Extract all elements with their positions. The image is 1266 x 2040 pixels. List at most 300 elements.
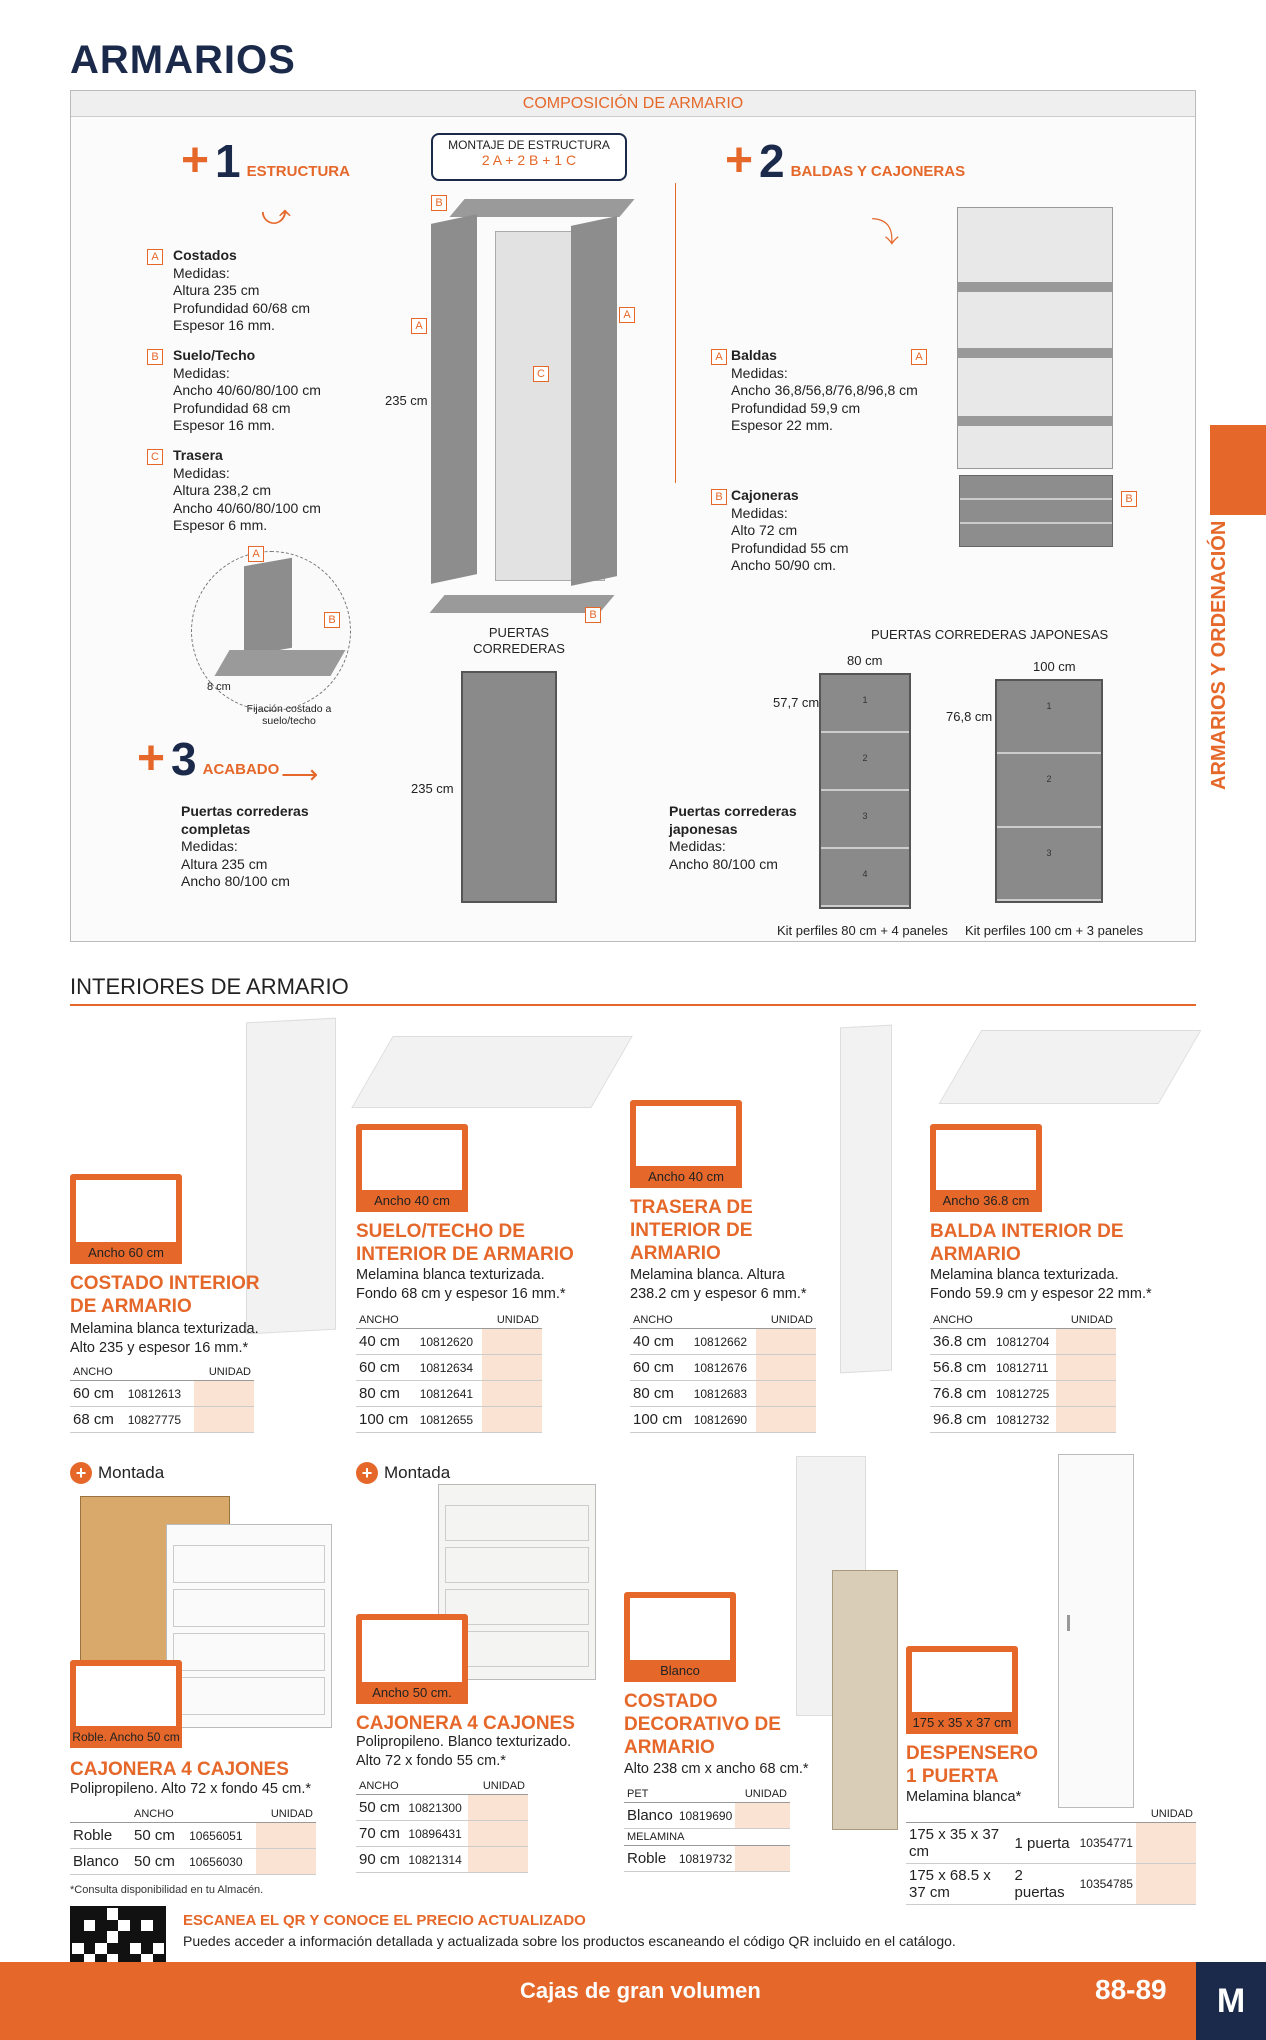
title-line: DESPENSERO [906,1743,1038,1764]
qr-title: ESCANEA EL QR Y CONOCE EL PRECIO ACTUALIZADO [183,1912,586,1929]
ref-cell: 10896431 [405,1821,468,1847]
tag-b: B [585,607,601,623]
unit-price-cell [735,1803,790,1829]
ref-cell: 10812641 [417,1381,482,1407]
product-title [624,1690,781,1759]
divider [675,183,676,483]
title-line: CAJONERA 4 CAJONES [70,1759,289,1780]
size-cell: 60 cm [70,1381,125,1407]
col-header: UNIDAD [482,1312,542,1329]
price-caption: Ancho 36.8 cm [930,1190,1042,1212]
product-image-suelo [351,1036,633,1108]
jap2-width: 100 cm [1033,659,1076,674]
ref-cell: 10821314 [405,1847,468,1873]
title-line: INTERIOR DE [630,1220,753,1241]
title-line: DE ARMARIO [70,1296,192,1317]
plus-icon: + [181,134,210,187]
tag-b: B [1121,491,1137,507]
table-row [356,1821,528,1847]
fix-label: Fijación costado a suelo/techo [246,703,332,727]
col-header: UNIDAD [735,1786,790,1803]
right-panel-shape [571,216,617,586]
unit-price-cell [482,1381,542,1407]
panel-number: 3 [997,828,1101,901]
product-title [630,1196,753,1265]
product-image-costado-roble [832,1570,898,1830]
unit-price-cell [194,1381,254,1407]
tag-b: B [147,349,163,365]
product-title [930,1220,1124,1266]
montaje-title: MONTAJE DE ESTRUCTURA [448,138,610,152]
page-number: 88-89 [1095,1974,1167,2005]
spec-line: Altura 235 cm [181,855,268,872]
product-image-balda [939,1030,1202,1104]
ref-cell: 10812725 [993,1381,1056,1407]
spec-completas [181,803,331,891]
product-table [624,1786,790,1872]
arrow-icon: ⟶ [281,759,319,789]
step-label: ESTRUCTURA [246,163,350,180]
size-cell: 90 cm [356,1847,405,1873]
tag-a: A [619,307,635,323]
product-image-trasera [840,1025,892,1374]
desc-line: 238.2 cm y espesor 6 mm.* [630,1286,807,1302]
montaje-box [431,133,627,181]
unit-price-cell [1056,1329,1116,1355]
spec-title: Puertas correderas completas [181,803,309,837]
ref-cell: 10656051 [186,1823,256,1849]
step-number: 2 [759,135,785,187]
table-row [356,1795,528,1821]
spec-title: Trasera [173,447,223,463]
spec-title: Puertas correderas japonesas [669,803,797,837]
tag-a: A [248,546,264,562]
unit-price-cell [194,1407,254,1433]
title-line: TRASERA DE [630,1197,753,1218]
size-cell: 175 x 35 x 37 cm [906,1823,1012,1864]
montada-label: Montada [384,1463,451,1482]
price-frame [356,1614,468,1690]
sidebar-tab [1210,425,1266,515]
spec-line: Medidas: [181,838,238,854]
spec-cajoneras [711,487,911,575]
product-title [70,1272,260,1318]
spec-line: Medidas: [173,364,230,381]
col-header: ANCHO [930,1312,993,1329]
jap1-height: 57,7 cm [773,695,820,710]
product-table [930,1312,1116,1433]
ref-cell: 10812613 [125,1381,194,1407]
size-cell: 80 cm [630,1381,691,1407]
product-title [906,1742,1038,1788]
step-label: BALDAS Y CAJONERAS [790,163,966,180]
size-cell: 50 cm [131,1849,186,1875]
col-header: ANCHO [131,1806,186,1823]
unit-price-cell [468,1795,528,1821]
tag-a: A [411,318,427,334]
price-frame [630,1100,742,1176]
price-frame [70,1660,182,1736]
col-header: ANCHO [70,1364,125,1381]
title-line: ARMARIO [630,1243,721,1264]
product-desc [70,1780,311,1799]
step-number: 3 [171,733,197,785]
col-header: MELAMINA [624,1829,790,1846]
arrow-icon: ⤵ [871,217,900,248]
unit-price-cell [482,1329,542,1355]
product-image-despensero [1058,1454,1134,1808]
unit-price-cell [1136,1823,1196,1864]
title-line: ARMARIO [930,1244,1021,1265]
col-header: PET [624,1786,676,1803]
desc-line: Fondo 68 cm y espesor 16 mm.* [356,1286,566,1302]
tag-c: C [533,366,549,382]
panel-number: 2 [821,733,909,791]
size-cell: 56.8 cm [930,1355,993,1381]
col-header: ANCHO [356,1778,405,1795]
ref-cell: 10812732 [993,1407,1056,1433]
footer-section: Cajas de gran volumen [520,1978,761,2003]
desc-line: Melamina blanca texturizada. [930,1267,1119,1283]
unit-price-cell [1056,1381,1116,1407]
spec-title: Suelo/Techo [173,347,256,363]
price-frame [930,1124,1042,1200]
color-cell: Blanco [70,1849,131,1875]
product-desc [906,1788,1021,1807]
size-cell: 50 cm [131,1823,186,1849]
shelf-shape [958,282,1112,292]
title-line: SUELO/TECHO DE [356,1221,525,1242]
unit-price-cell [756,1329,816,1355]
table-row [906,1823,1196,1864]
plus-icon: + [70,1462,92,1484]
price-caption: 175 x 35 x 37 cm [906,1712,1018,1734]
table-row [356,1381,542,1407]
desc-line: Polipropileno. Alto 72 x fondo 45 cm.* [70,1781,312,1797]
japanese-door-80 [819,673,911,909]
desc-line: Melamina blanca. Altura [630,1267,785,1283]
sliding-door-shape [461,671,557,903]
col-header: UNIDAD [1136,1806,1196,1823]
desc-line: Alto 238 cm x ancho 68 cm.* [624,1761,809,1777]
montada-badge [70,1462,164,1484]
panel-number: 4 [821,849,909,907]
section-rule [70,1004,1196,1006]
spec-line: Ancho 36,8/56,8/76,8/96,8 cm [731,382,918,398]
title-line: CAJONERA 4 CAJONES [356,1713,575,1734]
desc-line: Fondo 59.9 cm y espesor 22 mm.* [930,1286,1152,1302]
product-table [70,1806,316,1875]
spec-line: Profundidad 59,9 cm [731,399,861,416]
spec-line: Ancho 80/100 cm [181,873,290,889]
tag-b: B [324,612,340,628]
unit-price-cell [756,1381,816,1407]
section-title: INTERIORES DE ARMARIO [70,974,349,999]
plus-icon: + [137,732,166,785]
composition-panel [70,90,1196,942]
jap1-width: 80 cm [847,653,883,668]
unit-price-cell [1056,1355,1116,1381]
ref-cell: 10812634 [417,1355,482,1381]
size-cell: 96.8 cm [930,1407,993,1433]
ref-cell: 10812662 [691,1329,756,1355]
product-table [356,1312,542,1433]
spec-line: Espesor 16 mm. [173,317,275,333]
title-line: ARMARIO [624,1737,715,1758]
product-title [70,1758,289,1781]
spec-suelo [147,347,367,435]
table-row [930,1329,1116,1355]
col-header: ANCHO [630,1312,691,1329]
ref-cell: 10819690 [676,1803,735,1829]
tag-b: B [431,195,447,211]
spec-line: Ancho 80/100 cm [669,855,778,872]
qr-text: Puedes acceder a información detallada y actualizada sobre los productos escaneando el código QR incluido en el catálogo. [183,1933,956,1949]
size-cell: 36.8 cm [930,1329,993,1355]
spec-line: Profundidad 60/68 cm [173,299,310,316]
desc-line: Melamina blanca* [906,1789,1022,1805]
jap2-kit: Kit perfiles 100 cm + 3 paneles [965,923,1144,938]
table-row [70,1381,254,1407]
step-number: 1 [215,135,241,187]
tag-a: A [147,249,163,265]
panel-number: 3 [821,791,909,849]
floor-panel-shape [214,650,345,676]
col-header: UNIDAD [468,1778,528,1795]
title-line: 1 PUERTA [906,1766,999,1787]
product-desc [930,1266,1152,1304]
desc-line: Melamina blanca texturizada. [70,1321,259,1337]
spec-trasera [147,447,367,535]
price-frame [356,1124,468,1200]
spec-line: Medidas: [731,364,788,381]
size-cell: 80 cm [356,1381,417,1407]
table-row [630,1329,816,1355]
product-table [630,1312,816,1433]
product-table [906,1806,1196,1905]
ref-cell: 10354785 [1077,1864,1136,1905]
arrow-icon: ⤻ [261,199,291,230]
puertas-label: PUERTAS CORREDERAS [473,625,565,656]
size-cell: 100 cm [630,1407,691,1433]
price-caption: Roble. Ancho 50 cm [70,1726,182,1748]
size-cell: 60 cm [630,1355,691,1381]
japanese-door-100 [995,679,1103,903]
desc-line: Polipropileno. Blanco texturizado. [356,1734,572,1750]
table-row [930,1407,1116,1433]
table-row [356,1329,542,1355]
fix-dim: 8 cm [207,681,231,693]
ref-cell: 10812683 [691,1381,756,1407]
left-panel-shape [431,214,477,584]
wardrobe-shelves-drawing [957,207,1113,469]
step-2 [725,134,966,187]
ref-cell: 10821300 [405,1795,468,1821]
product-table [356,1778,528,1873]
jap2-height: 76,8 cm [946,709,993,724]
ref-cell: 10812690 [691,1407,756,1433]
shelf-shape [958,416,1112,426]
title-line: DECORATIVO DE [624,1714,781,1735]
tag-b: B [711,489,727,505]
side-panel-shape [244,558,292,656]
color-cell: Blanco [624,1803,676,1829]
table-row [630,1381,816,1407]
price-caption: Blanco [624,1660,736,1682]
ref-cell: 10812655 [417,1407,482,1433]
price-frame [906,1646,1018,1722]
size-cell: 68 cm [70,1407,125,1433]
ref-cell: 10827775 [125,1407,194,1433]
ref-cell: 10354771 [1077,1823,1136,1864]
shelf-shape [958,348,1112,358]
door-height-label: 235 cm [411,781,454,796]
spec-title: Baldas [731,347,777,363]
jap1-kit: Kit perfiles 80 cm + 4 paneles [777,923,948,938]
panel-number: 1 [997,681,1101,754]
size-cell: 76.8 cm [930,1381,993,1407]
spec-costados [147,247,347,335]
unit-price-cell [1136,1864,1196,1905]
plus-icon: + [725,134,754,187]
title-line: COSTADO INTERIOR [70,1273,260,1294]
tag-a: A [711,349,727,365]
spec-line: Ancho 40/60/80/100 cm [173,499,321,516]
table-row [624,1803,790,1829]
unit-price-cell [482,1355,542,1381]
table-row [356,1407,542,1433]
ref-cell: 10656030 [186,1849,256,1875]
size-cell: 40 cm [356,1329,417,1355]
panel-number: 2 [997,754,1101,827]
ref-cell: 10819732 [676,1846,735,1872]
size-cell: 50 cm [356,1795,405,1821]
product-image-cajonera-blanca [166,1524,332,1728]
product-desc [70,1320,259,1358]
col-header: UNIDAD [194,1364,254,1381]
top-panel-shape [449,199,634,217]
spec-title: Cajoneras [731,487,799,503]
title-line: BALDA INTERIOR DE [930,1221,1124,1242]
unit-price-cell [256,1849,316,1875]
availability-note: *Consulta disponibilidad en tu Almacén. [70,1884,264,1896]
product-desc [356,1266,566,1304]
color-cell: Roble [624,1846,676,1872]
montada-badge [356,1462,450,1484]
table-row [70,1407,254,1433]
table-row [70,1849,316,1875]
unit-price-cell [482,1407,542,1433]
montaje-formula: 2 A + 2 B + 1 C [481,152,577,168]
col-header: ANCHO [356,1312,417,1329]
size-cell: 175 x 68.5 x 37 cm [906,1864,1012,1905]
step-label: ACABADO [202,761,280,778]
product-title [356,1712,575,1735]
size-cell: 70 cm [356,1821,405,1847]
price-caption: Ancho 60 cm [70,1242,182,1264]
spec-line: Medidas: [173,264,230,281]
height-label: 235 cm [385,393,428,408]
tag-c: C [147,449,163,465]
doors-cell: 1 puerta [1012,1823,1077,1864]
montada-label: Montada [98,1463,165,1482]
table-row [630,1407,816,1433]
table-row [356,1847,528,1873]
ref-cell: 10812704 [993,1329,1056,1355]
table-row [930,1381,1116,1407]
size-cell: 60 cm [356,1355,417,1381]
table-row [70,1823,316,1849]
plus-icon: + [356,1462,378,1484]
desc-line: Alto 235 y espesor 16 mm.* [70,1340,249,1356]
spec-line: Alto 72 cm [731,522,798,538]
unit-price-cell [468,1821,528,1847]
spec-title: Costados [173,247,237,263]
step-3 [137,732,280,785]
title-line: COSTADO [624,1691,718,1712]
size-cell: 100 cm [356,1407,417,1433]
spec-line: Espesor 16 mm. [173,417,275,433]
drawer-unit-shape [959,475,1113,547]
table-row [624,1846,790,1872]
desc-line: Alto 72 x fondo 55 cm.* [356,1753,506,1769]
product-desc [624,1760,809,1779]
product-desc [630,1266,807,1304]
ref-cell: 10812620 [417,1329,482,1355]
product-table [70,1364,254,1433]
spec-line: Profundidad 68 cm [173,399,291,416]
brand-logo: M [1196,1962,1266,2040]
unit-price-cell [1056,1407,1116,1433]
product-desc [356,1733,571,1771]
color-cell: Roble [70,1823,131,1849]
product-title [356,1220,574,1266]
panel-number: 1 [821,675,909,733]
jap-header: PUERTAS CORREDERAS JAPONESAS [871,627,1109,642]
tag-a: A [911,349,927,365]
unit-price-cell [256,1823,316,1849]
composition-header: COMPOSICIÓN DE ARMARIO [71,91,1195,117]
price-caption: Ancho 40 cm [356,1190,468,1212]
spec-line: Medidas: [173,464,230,481]
col-header: UNIDAD [1056,1312,1116,1329]
col-header: UNIDAD [256,1806,316,1823]
table-row [630,1355,816,1381]
spec-line: Ancho 40/60/80/100 cm [173,382,321,398]
spec-line: Ancho 50/90 cm. [731,557,837,573]
page-title: ARMARIOS [70,38,296,82]
unit-price-cell [735,1846,790,1872]
col-header: UNIDAD [756,1312,816,1329]
title-line: INTERIOR DE ARMARIO [356,1244,574,1265]
unit-price-cell [468,1847,528,1873]
table-row [930,1355,1116,1381]
unit-price-cell [756,1355,816,1381]
spec-line: Espesor 22 mm. [731,417,833,433]
price-caption: Ancho 40 cm [630,1166,742,1188]
table-row [906,1864,1196,1905]
ref-cell: 10812711 [993,1355,1056,1381]
spec-line: Medidas: [731,504,788,521]
ref-cell: 10812676 [691,1355,756,1381]
table-row [356,1355,542,1381]
price-caption: Ancho 50 cm. [356,1682,468,1704]
spec-line: Altura 235 cm [173,282,260,298]
sidebar-section-label: ARMARIOS Y ORDENACIÓN [1208,520,1230,790]
spec-japonesas [669,803,809,873]
step-1 [181,134,350,187]
spec-line: Altura 238,2 cm [173,482,272,498]
